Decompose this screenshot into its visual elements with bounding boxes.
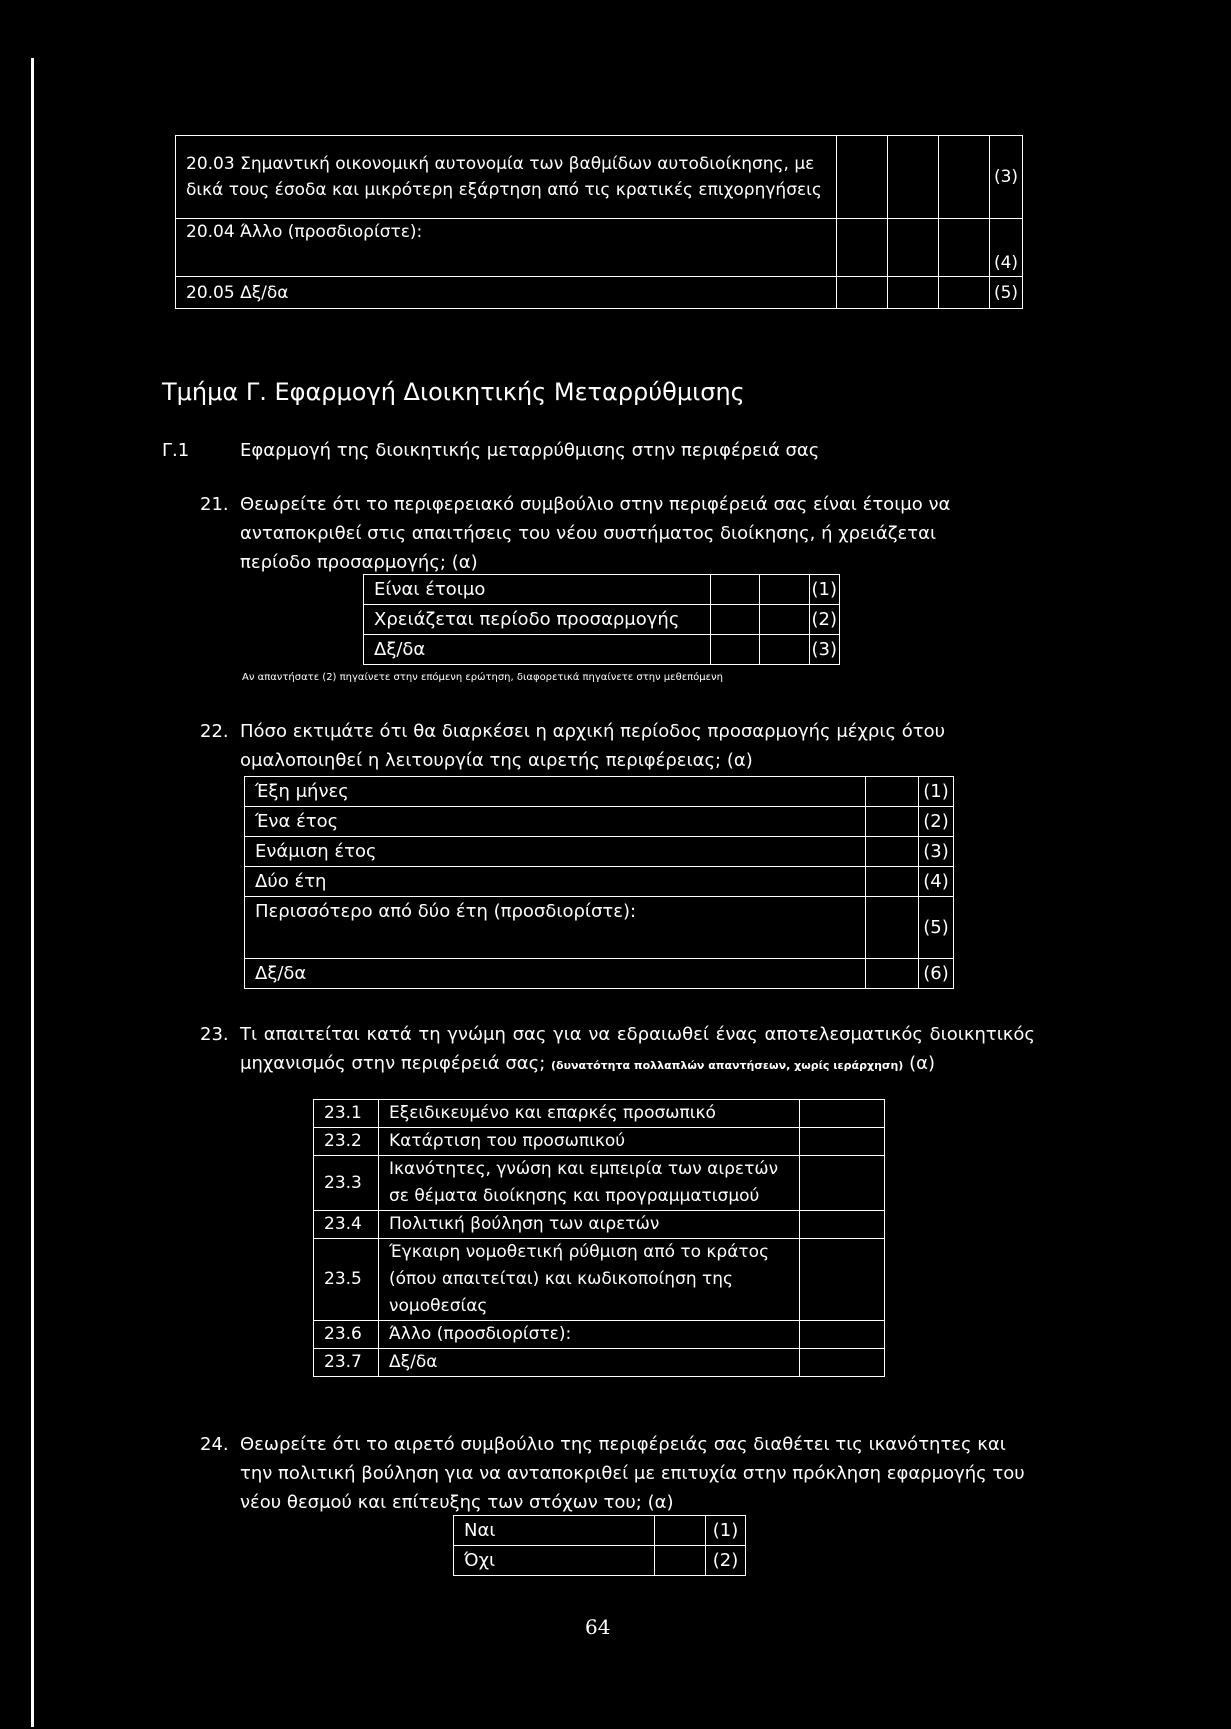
q22-option-box[interactable] — [866, 897, 919, 959]
q23-hint: (δυνατότητα πολλαπλών απαντήσεων, χωρίς ιεράρχηση) — [551, 1059, 904, 1072]
q22-option-code: (4) — [919, 867, 954, 897]
q22-option-box[interactable] — [866, 867, 919, 897]
q22-option-code: (1) — [919, 777, 954, 807]
q23-item-box[interactable] — [800, 1128, 885, 1156]
section-title: Τμήμα Γ. Εφαρμογή Διοικητικής Μεταρρύθμισης — [162, 378, 745, 406]
q23-table — [313, 1099, 885, 1377]
q23-item-num: 23.5 — [314, 1239, 379, 1321]
q23-item-num: 23.3 — [314, 1156, 379, 1211]
q22-options — [244, 776, 954, 989]
q20-row-5-code: (5) — [990, 277, 1023, 309]
q22-option-label: Περισσότερο από δύο έτη (προσδιορίστε): — [245, 897, 866, 959]
q22-option-box[interactable] — [866, 807, 919, 837]
q21-option-box[interactable] — [711, 635, 760, 665]
q20-row-4-box2[interactable] — [888, 219, 939, 277]
q23-item-label: Κατάρτιση του προσωπικού — [379, 1128, 800, 1156]
q24-option-code: (2) — [706, 1546, 746, 1576]
q24-option-code: (1) — [706, 1516, 746, 1546]
q22-text: Πόσο εκτιμάτε ότι θα διαρκέσει η αρχική περίοδος προσαρμογής μέχρις ότου ομαλοποιηθεί η λειτουργία της αιρετής περιφέρειας; (α) — [240, 721, 946, 771]
q20-row-3-box2[interactable] — [888, 136, 939, 219]
q22-option-label: Έξη μήνες — [245, 777, 866, 807]
q23-item-label: Εξειδικευμένο και επαρκές προσωπικό — [379, 1100, 800, 1128]
q20-row-4-box3[interactable] — [939, 219, 990, 277]
q23-item-num: 23.2 — [314, 1128, 379, 1156]
q22-option-label: Ένα έτος — [245, 807, 866, 837]
q23-text: Τι απαιτείται κατά τη γνώμη σας για να εδραιωθεί ένας αποτελεσματικός διοικητικός μηχανισμός στην περιφέρειά σας; — [240, 1024, 1035, 1074]
q20-row-5-label: 20.05 Δξ/δα — [176, 277, 837, 309]
q20-row-3-box3[interactable] — [939, 136, 990, 219]
q22-option-label: Ενάμιση έτος — [245, 837, 866, 867]
q20-row-5-box2[interactable] — [888, 277, 939, 309]
q21-option-box[interactable] — [760, 635, 809, 665]
q20-table — [175, 135, 1023, 309]
margin-line — [31, 58, 34, 1727]
q20-row-5-box1[interactable] — [837, 277, 888, 309]
q22-option-box[interactable] — [866, 837, 919, 867]
subsection-title: Εφαρμογή της διοικητικής μεταρρύθμισης στην περιφέρειά σας — [240, 440, 820, 461]
q22-number: 22. — [200, 721, 229, 742]
q24-option-box[interactable] — [655, 1516, 706, 1546]
q23-item-box[interactable] — [800, 1156, 885, 1211]
q20-row-3-label: 20.03 Σημαντική οικονομική αυτονομία των βαθμίδων αυτοδιοίκησης, με δικά τους έσοδα και μικρότερη εξάρτηση από τις κρατικές επιχορηγήσεις — [176, 136, 837, 219]
q23-item-box[interactable] — [800, 1100, 885, 1128]
q23-number: 23. — [200, 1024, 229, 1045]
q21-option-code: (3) — [809, 635, 840, 665]
q21-option-box[interactable] — [760, 605, 809, 635]
q23-suffix: (α) — [909, 1053, 935, 1074]
q22-option-code: (2) — [919, 807, 954, 837]
q24-option-label: Ναι — [454, 1516, 655, 1546]
q23-item-label: Άλλο (προσδιορίστε): — [379, 1321, 800, 1349]
subsection-number: Γ.1 — [162, 440, 190, 461]
q21-option-code: (1) — [809, 575, 840, 605]
q21-option-box[interactable] — [711, 575, 760, 605]
q22-option-code: (6) — [919, 959, 954, 989]
q23-item-num: 23.1 — [314, 1100, 379, 1128]
q22-option-code: (3) — [919, 837, 954, 867]
q23-item-box[interactable] — [800, 1239, 885, 1321]
q23-item-box[interactable] — [800, 1211, 885, 1239]
q22-option-box[interactable] — [866, 959, 919, 989]
q20-row-4-code: (4) — [990, 219, 1023, 277]
q24-text: Θεωρείτε ότι το αιρετό συμβούλιο της περιφέρειάς σας διαθέτει τις ικανότητες και την πολιτική βούληση για να ανταποκριθεί με επιτυχία στην πρόκληση εφαρμογής του νέου θεσμού και επίτευξης των στόχων του; (α) — [240, 1434, 1025, 1513]
q21-options — [363, 574, 840, 665]
page-number: 64 — [585, 1615, 611, 1639]
q23-item-num: 23.4 — [314, 1211, 379, 1239]
q20-row-3-code: (3) — [990, 136, 1023, 219]
q20-row-3-box1[interactable] — [837, 136, 888, 219]
q22-option-label: Δξ/δα — [245, 959, 866, 989]
q23-item-num: 23.7 — [314, 1349, 379, 1377]
q21-option-label: Είναι έτοιμο — [364, 575, 711, 605]
q21-text: Θεωρείτε ότι το περιφερειακό συμβούλιο στην περιφέρειά σας είναι έτοιμο να ανταποκριθεί στις απαιτήσεις του νέου συστήματος διοίκησης, ή χρειάζεται περίοδο προσαρμογής; (α) — [240, 494, 951, 573]
q20-row-4-label: 20.04 Άλλο (προσδιορίστε): — [176, 219, 837, 277]
q24-option-label: Όχι — [454, 1546, 655, 1576]
q21-option-label: Δξ/δα — [364, 635, 711, 665]
q21-option-box[interactable] — [711, 605, 760, 635]
q21-option-code: (2) — [809, 605, 840, 635]
q22-option-label: Δύο έτη — [245, 867, 866, 897]
q21-skip-note: Αν απαντήσατε (2) πηγαίνετε στην επόμενη ερώτηση, διαφορετικά πηγαίνετε στην μεθεπόμενη — [242, 672, 723, 683]
q23-item-label: Δξ/δα — [379, 1349, 800, 1377]
q22-option-box[interactable] — [866, 777, 919, 807]
q21-number: 21. — [200, 494, 229, 515]
q23-item-label: Πολιτική βούληση των αιρετών — [379, 1211, 800, 1239]
q24-options — [453, 1515, 746, 1576]
q23-item-box[interactable] — [800, 1321, 885, 1349]
q24-option-box[interactable] — [655, 1546, 706, 1576]
q22-option-code: (5) — [919, 897, 954, 959]
q21-option-label: Χρειάζεται περίοδο προσαρμογής — [364, 605, 711, 635]
q23-item-label: Έγκαιρη νομοθετική ρύθμιση από το κράτος (όπου απαιτείται) και κωδικοποίηση της νομοθεσίας — [379, 1239, 800, 1321]
q23-item-num: 23.6 — [314, 1321, 379, 1349]
q24-number: 24. — [200, 1434, 229, 1455]
q20-row-5-box3[interactable] — [939, 277, 990, 309]
q21-option-box[interactable] — [760, 575, 809, 605]
q23-item-label: Ικανότητες, γνώση και εμπειρία των αιρετών σε θέματα διοίκησης και προγραμματισμού — [379, 1156, 800, 1211]
q23-text-block — [240, 1020, 1035, 1080]
q20-row-4-box1[interactable] — [837, 219, 888, 277]
q23-item-box[interactable] — [800, 1349, 885, 1377]
